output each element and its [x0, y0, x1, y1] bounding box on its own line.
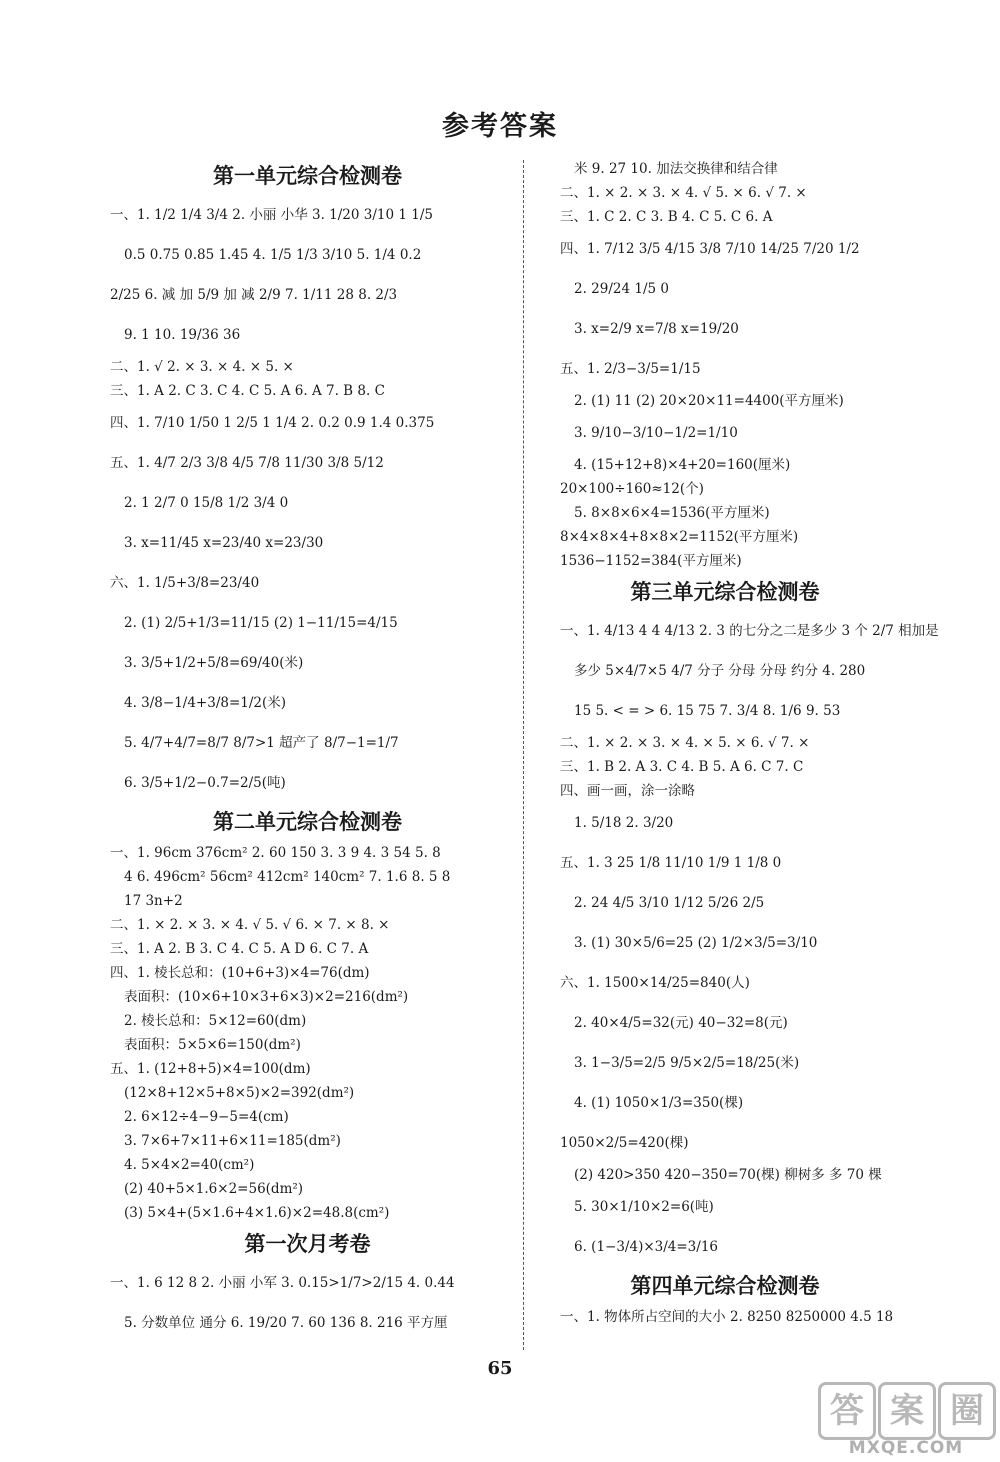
answer-line: 3. 3/5+1/2+5/8=69/40(米): [124, 655, 304, 672]
answer-line: 6. 3/5+1/2−0.7=2/5(吨): [124, 775, 286, 792]
answer-line: 17 3n+2: [124, 893, 183, 910]
answer-line: 五、1. 2/3−3/5=1/15: [560, 361, 701, 378]
answer-line: 1. 5/18 2. 3/20: [574, 815, 674, 832]
answer-line: 2. (1) 2/5+1/3=11/15 (2) 1−11/15=4/15: [124, 615, 398, 632]
watermark-url: MXQE.COM: [848, 1438, 964, 1458]
answer-line: 4. (1) 1050×1/3=350(棵): [574, 1095, 744, 1112]
section-title: 第一次月考卷: [244, 1232, 371, 1256]
watermark-char: 案: [878, 1382, 936, 1440]
section-title: 第一单元综合检测卷: [213, 164, 402, 188]
answer-line: 六、1. 1/5+3/8=23/40: [110, 575, 260, 592]
answer-line: (2) 40+5×1.6×2=56(dm²): [124, 1181, 304, 1198]
answer-line: 4. (15+12+8)×4+20=160(厘米): [574, 457, 791, 474]
answer-line: 3. 1−3/5=2/5 9/5×2/5=18/25(米): [574, 1055, 800, 1072]
answer-line: (3) 5×4+(5×1.6+4×1.6)×2=48.8(cm²): [124, 1205, 390, 1222]
answer-line: 四、1. 棱长总和：(10+6+3)×4=76(dm): [110, 965, 370, 982]
answer-line: 4. 3/8−1/4+3/8=1/2(米): [124, 695, 287, 712]
answer-line: 5. 30×1/10×2=6(吨): [574, 1199, 714, 1216]
answer-line: 表面积：5×5×6=150(dm²): [124, 1037, 301, 1054]
answer-line: 3. (1) 30×5/6=25 (2) 1/2×3/5=3/10: [574, 935, 818, 952]
column-divider: [523, 160, 524, 1350]
answer-line: 2. 1 2/7 0 15/8 1/2 3/4 0: [124, 495, 289, 512]
answer-line: 一、1. 6 12 8 2. 小丽 小军 3. 0.15>1/7>2/15 4. 0.44: [110, 1275, 455, 1292]
answer-line: 三、1. C 2. C 3. B 4. C 5. C 6. A: [560, 209, 773, 226]
answer-line: 3. 9/10−3/10−1/2=1/10: [574, 425, 738, 442]
answer-line: 三、1. A 2. C 3. C 4. C 5. A 6. A 7. B 8. C: [110, 383, 385, 400]
answer-line: 一、1. 96cm 376cm² 2. 60 150 3. 3 9 4. 3 54 5. 8: [110, 845, 441, 862]
answer-line: 2. 6×12÷4−9−5=4(cm): [124, 1109, 289, 1126]
answer-line: 3. x=2/9 x=7/8 x=19/20: [574, 321, 739, 338]
answer-line: 二、1. √ 2. × 3. × 4. × 5. ×: [110, 359, 294, 376]
answer-line: 3. x=11/45 x=23/40 x=23/30: [124, 535, 324, 552]
answer-line: 5. 4/7+4/7=8/7 8/7>1 超产了 8/7−1=1/7: [124, 735, 399, 752]
answer-line: 五、1. 3 25 1/8 11/10 1/9 1 1/8 0: [560, 855, 782, 872]
right-column: [560, 158, 939, 1330]
section-title: 第四单元综合检测卷: [630, 1274, 820, 1298]
answer-line: 五、1. 4/7 2/3 3/8 4/5 7/8 11/30 3/8 5/12: [110, 455, 384, 472]
page-title: 参考答案: [442, 111, 558, 142]
answer-line: 5. 8×8×6×4=1536(平方厘米): [574, 505, 770, 522]
answer-line: 米 9. 27 10. 加法交换律和结合律: [574, 161, 778, 178]
answer-line: 六、1. 1500×14/25=840(人): [560, 975, 750, 992]
answer-line: 二、1. × 2. × 3. × 4. √ 5. √ 6. × 7. × 8. ×: [110, 917, 390, 934]
answer-line: 6. (1−3/4)×3/4=3/16: [574, 1239, 718, 1256]
answer-line: 20×100÷160≈12(个): [560, 481, 704, 498]
answer-line: 15 5. < = > 6. 15 75 7. 3/4 8. 1/6 9. 53: [574, 703, 841, 720]
answer-line: 一、1. 4/13 4 4 4/13 2. 3 的七分之二是多少 3 个 2/7 相加是: [560, 623, 939, 640]
answer-line: 5. 分数单位 通分 6. 19/20 7. 60 136 8. 216 平方厘: [124, 1315, 448, 1332]
answer-line: (12×8+12×5+8×5)×2=392(dm²): [124, 1085, 355, 1102]
answer-line: 2. 29/24 1/5 0: [574, 281, 669, 298]
section-title: 第二单元综合检测卷: [213, 810, 402, 834]
answer-line: 四、画一画，涂一涂略: [560, 783, 695, 800]
answer-line: 三、1. B 2. A 3. C 4. B 5. A 6. C 7. C: [560, 759, 804, 776]
answer-line: 3. 7×6+7×11+6×11=185(dm²): [124, 1133, 341, 1150]
answer-line: 二、1. × 2. × 3. × 4. × 5. × 6. √ 7. ×: [560, 735, 810, 752]
answer-line: 8×4×8×4+8×8×2=1152(平方厘米): [560, 529, 799, 546]
answer-line: 0.5 0.75 0.85 1.45 4. 1/5 1/3 3/10 5. 1/4 0.2: [124, 247, 422, 264]
answer-line: 1536−1152=384(平方厘米): [560, 553, 742, 570]
watermark-logo: [818, 1382, 994, 1458]
answer-line: 2. 40×4/5=32(元) 40−32=8(元): [574, 1015, 788, 1032]
answer-line: (2) 420>350 420−350=70(棵) 柳树多 多 70 棵: [574, 1167, 882, 1184]
answer-line: 2. (1) 11 (2) 20×20×11=4400(平方厘米): [574, 393, 844, 410]
answer-line: 五、1. (12+8+5)×4=100(dm): [110, 1061, 311, 1078]
answer-line: 二、1. × 2. × 3. × 4. √ 5. × 6. √ 7. ×: [560, 185, 807, 202]
answer-line: 一、1. 1/2 1/4 3/4 2. 小丽 小华 3. 1/20 3/10 1 1/5: [110, 207, 433, 224]
watermark-char: 圈: [938, 1382, 996, 1440]
answer-line: 1050×2/5=420(棵): [560, 1135, 689, 1152]
answer-line: 9. 1 10. 19/36 36: [124, 327, 241, 344]
answer-line: 一、1. 物体所占空间的大小 2. 8250 8250000 4.5 18: [560, 1309, 894, 1326]
answer-line: 四、1. 7/10 1/50 1 2/5 1 1/4 2. 0.2 0.9 1.4 0.375: [110, 415, 435, 432]
section-title: 第三单元综合检测卷: [630, 580, 820, 604]
left-column: [110, 158, 505, 1344]
answer-line: 表面积：(10×6+10×3+6×3)×2=216(dm²): [124, 989, 409, 1006]
watermark-char: 答: [818, 1382, 876, 1440]
answer-line: 2. 24 4/5 3/10 1/12 5/26 2/5: [574, 895, 765, 912]
answer-line: 多少 5×4/7×5 4/7 分子 分母 分母 约分 4. 280: [574, 663, 866, 680]
answer-line: 四、1. 7/12 3/5 4/15 3/8 7/10 14/25 7/20 1/2: [560, 241, 860, 258]
answer-line: 4. 5×4×2=40(cm²): [124, 1157, 255, 1174]
page-number: 65: [487, 1358, 513, 1379]
answer-line: 三、1. A 2. B 3. C 4. C 5. A D 6. C 7. A: [110, 941, 369, 958]
answer-line: 2/25 6. 减 加 5/9 加 减 2/9 7. 1/11 28 8. 2/3: [110, 287, 398, 304]
answer-line: 4 6. 496cm² 56cm² 412cm² 140cm² 7. 1.6 8. 5 8: [124, 869, 451, 886]
answer-line: 2. 棱长总和：5×12=60(dm): [124, 1013, 307, 1030]
